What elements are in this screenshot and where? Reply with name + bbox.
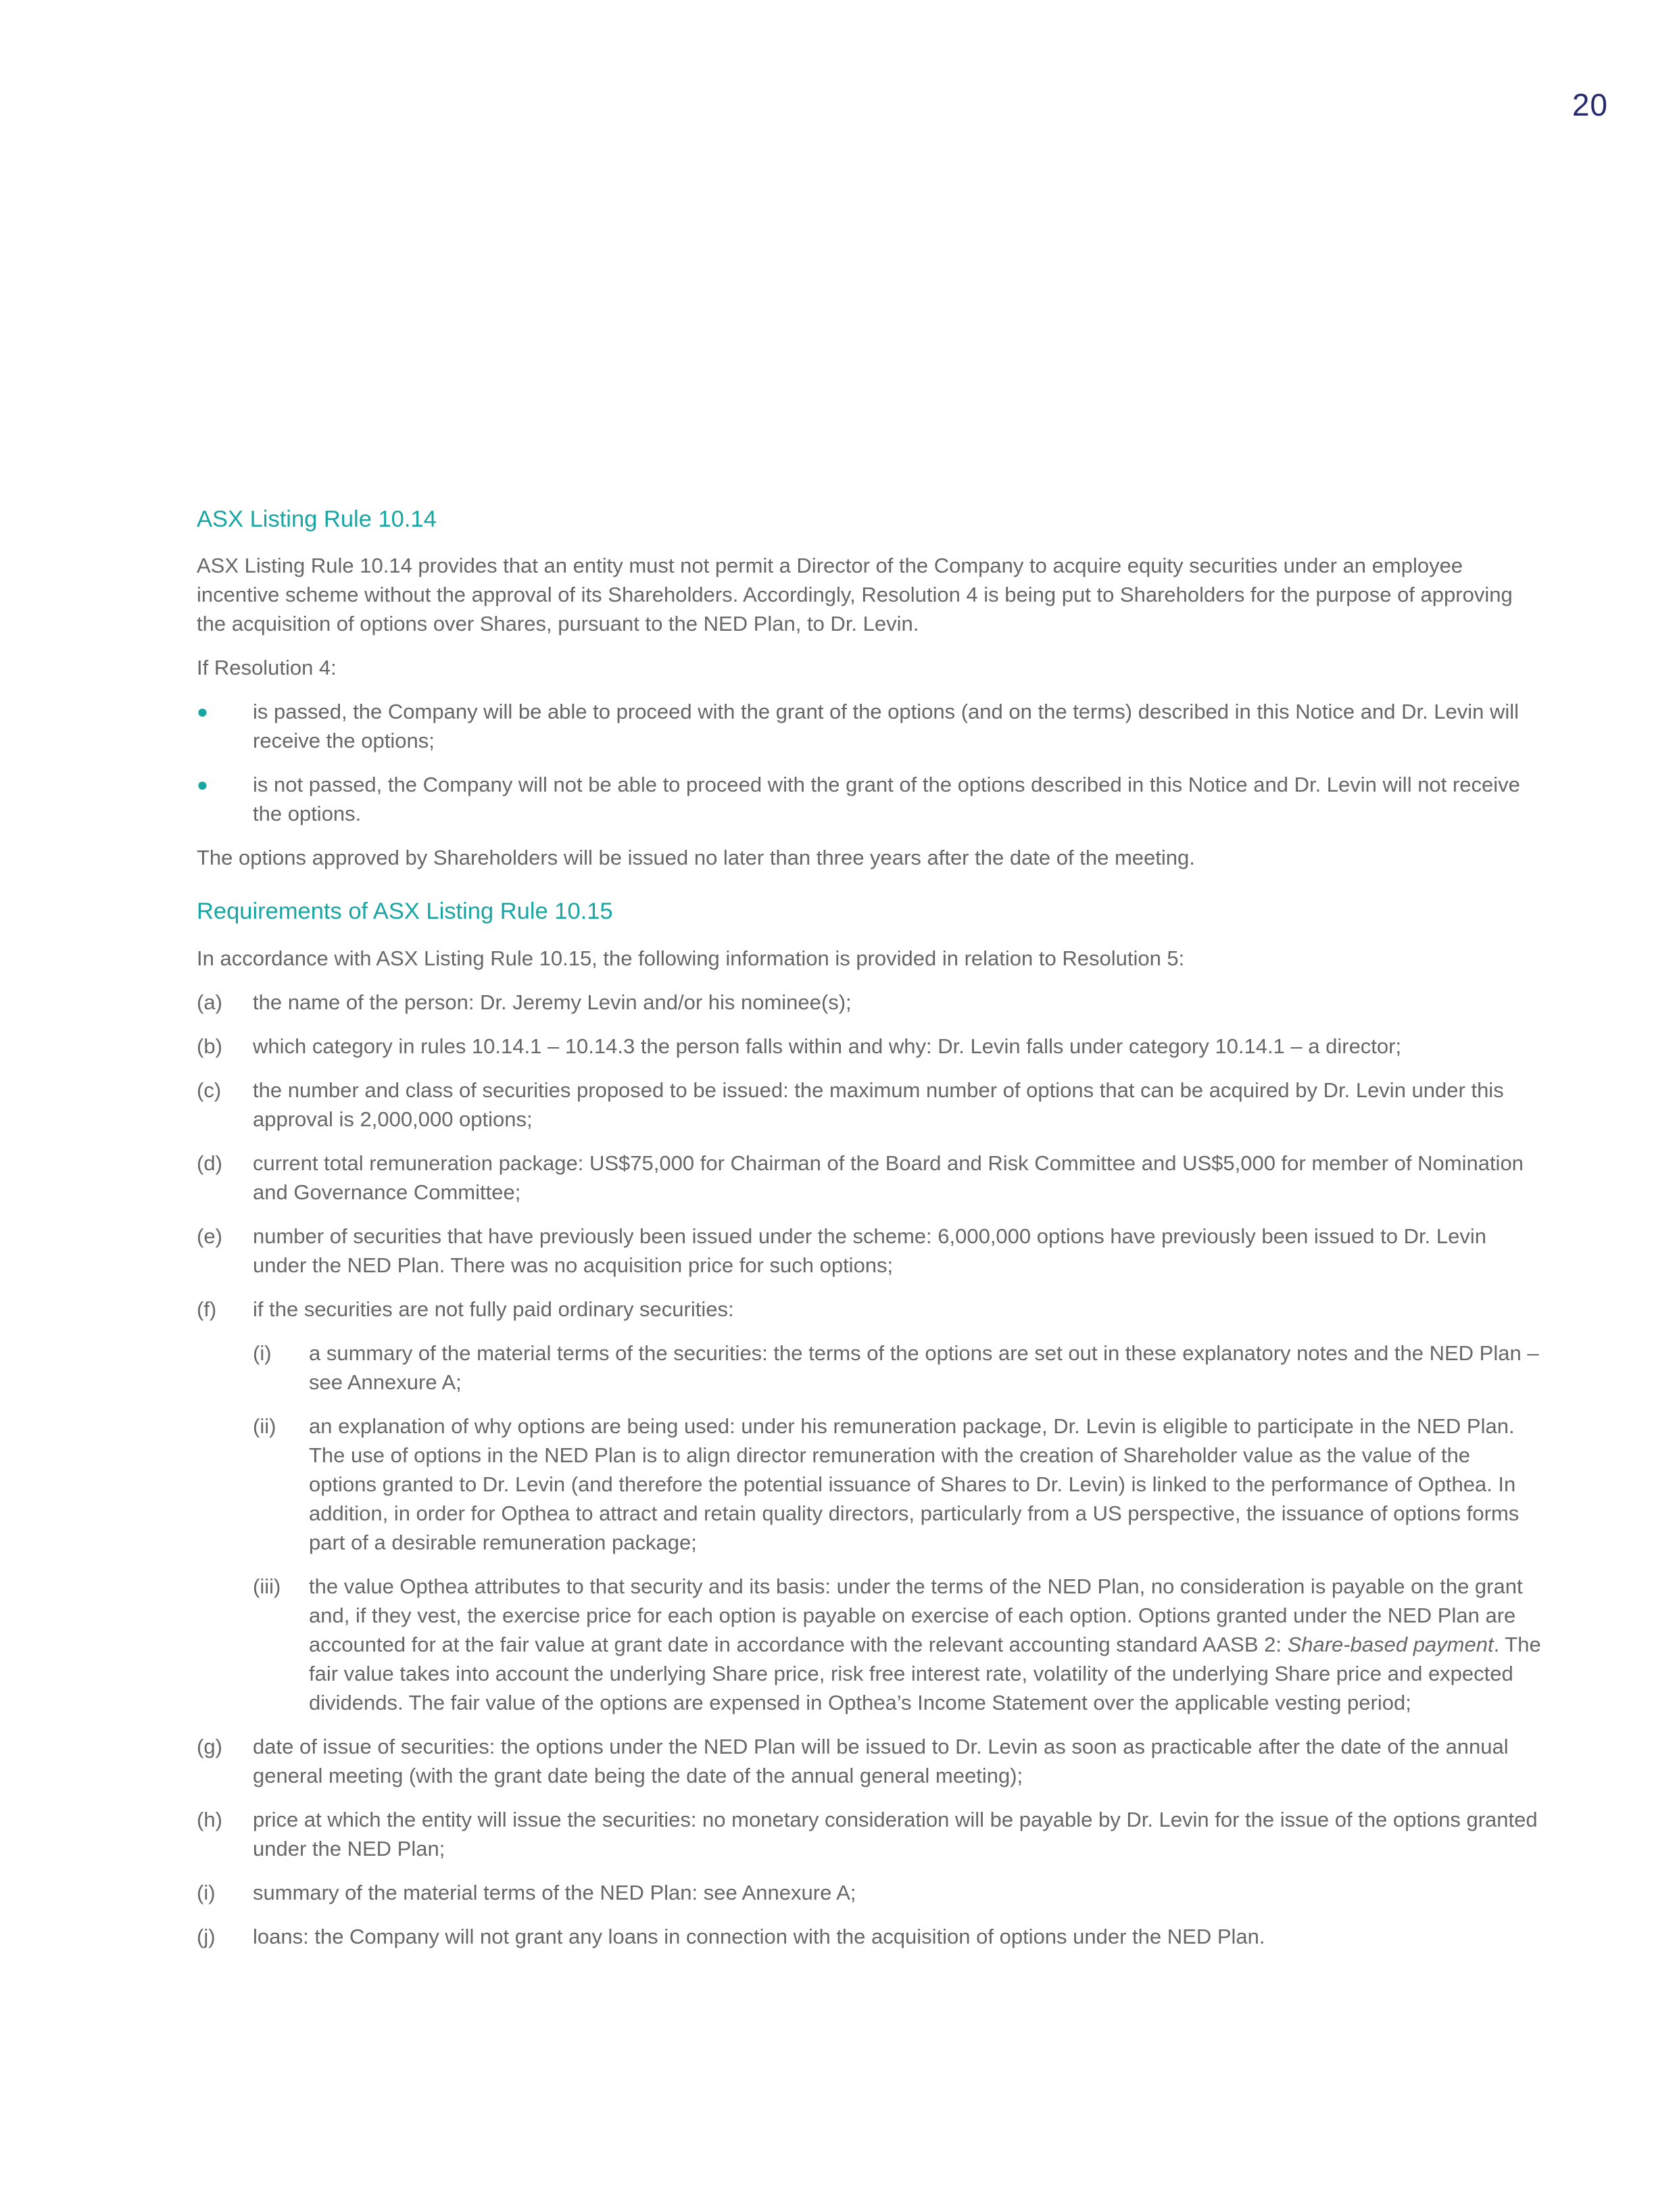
list-item: (h) price at which the entity will issue the securities: no monetary consideration will be payable by Dr. Levin for the issue of the options granted under the NED Plan; [197, 1807, 1538, 1860]
list-item: (g) date of issue of securities: the options under the NED Plan will be issued to Dr. Levin as soon as practicable after the date of the annual general meeting (with the grant date being the date of the annual general meeting); [197, 1734, 1509, 1787]
list-item: (c) the number and class of securities proposed to be issued: the maximum number of options that can be acquired by Dr. Levin under this approval is 2,000,000 options; [197, 1078, 1504, 1131]
section-heading-10-15: Requirements of ASX Listing Rule 10.15 [197, 898, 613, 925]
list-item: (e) number of securities that have previously been issued under the scheme: 6,000,000 options have previously been issued to Dr. Levin under the NED Plan. There was no acquisition price for such options; [197, 1224, 1486, 1277]
sub-list-item: (iii) the value Opthea attributes to that security and its basis: under the terms of the NED Plan, no consideration is payable on the grant and, if they vest, the exercise price for each option is payable on exercise of each option. Options granted under the NED Plan are accounted for at the fair value at grant date in accordance with the relevant accounting standard AASB 2: Share-based payment. The fair value takes into account the underlying Share price, risk free interest rate, volatility of the underlying Share price and expected dividends. The fair value of the options are expensed in Opthea’s Income Statement over the applicable vesting period; [253, 1574, 1541, 1714]
bullet-icon: ● [197, 701, 208, 723]
standard-name: Share-based payment [1287, 1632, 1494, 1656]
section-heading-10-14: ASX Listing Rule 10.14 [197, 506, 437, 532]
section-closing-10-14: The options approved by Shareholders will be issued no later than three years after the date of the meeting. [197, 846, 1195, 870]
section-intro-10-14: ASX Listing Rule 10.14 provides that an entity must not permit a Director of the Company to acquire equity securities under an employee incentive scheme without the approval of its Shareholders. Accordingly, Resolution 4 is being put to Shareholders for the purpose of approving the acquisition of options over Shares, pursuant to the NED Plan, to Dr. Levin. [197, 554, 1513, 636]
section-intro-10-15: In accordance with ASX Listing Rule 10.15, the following information is provided in relation to Resolution 5: [197, 946, 1185, 970]
list-item: (b) which category in rules 10.14.1 – 10.14.3 the person falls within and why: Dr. Levin falls under category 10.14.1 – a director; [197, 1034, 1402, 1058]
page-number: 20 [1572, 87, 1608, 122]
bullet-item: ● is not passed, the Company will not be able to proceed with the grant of the options described in this Notice and Dr. Levin will not receive the options. [197, 770, 1542, 828]
sub-list-item: (ii) an explanation of why options are being used: under his remuneration package, Dr. Levin is eligible to participate in the NED Plan. The use of options in the NED Plan is to align director remuneration with the creation of Shareholder value as the value of the options granted to Dr. Levin (and therefore the potential issuance of Shares to Dr. Levin) is linked to the performance of Opthea. In addition, in order for Opthea to attract and retain quality directors, particularly from a US perspective, the issuance of options forms part of a desirable remuneration package; [253, 1414, 1520, 1554]
document-body [197, 506, 1542, 1966]
list-item: (d) current total remuneration package: US$75,000 for Chairman of the Board and Risk Committee and US$5,000 for member of Nomination and Governance Committee; [197, 1151, 1524, 1204]
bullet-icon: ● [197, 774, 208, 796]
list-item: (j) loans: the Company will not grant any loans in connection with the acquisition of options under the NED Plan. [197, 1924, 1265, 1948]
sub-list-item: (i) a summary of the material terms of the securities: the terms of the options are set out in these explanatory notes and the NED Plan – see Annexure A; [253, 1341, 1539, 1394]
bullet-item: ● is passed, the Company will be able to proceed with the grant of the options (and on the terms) described in this Notice and Dr. Levin will receive the options; [197, 697, 1542, 755]
list-item: (f) if the securities are not fully paid ordinary securities: [197, 1297, 734, 1321]
list-item: (a) the name of the person: Dr. Jeremy Levin and/or his nominee(s); [197, 990, 852, 1014]
if-resolution-line: If Resolution 4: [197, 656, 337, 680]
list-item: (i) summary of the material terms of the NED Plan: see Annexure A; [197, 1880, 856, 1904]
sub-list [253, 1339, 1542, 1717]
